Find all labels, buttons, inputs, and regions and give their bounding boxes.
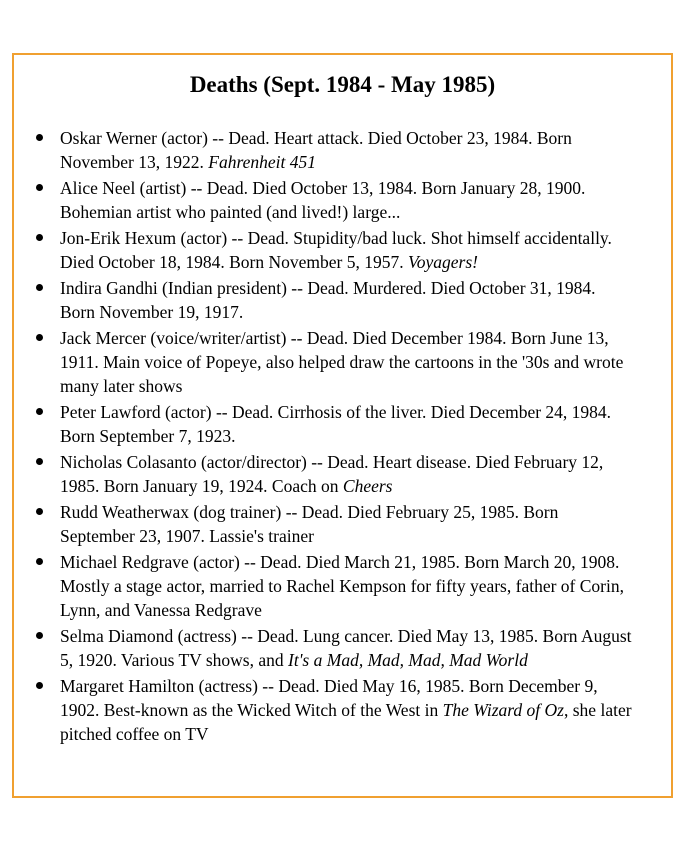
entry-title-italic: Voyagers! bbox=[408, 252, 478, 272]
list-item bbox=[14, 176, 634, 224]
bullet-icon bbox=[36, 558, 43, 565]
entry-text: Jon-Erik Hexum (actor) -- Dead. Stupidity/bad luck. Shot himself accidentally. Died October 18, 1984. Born November 5, 1957. bbox=[60, 228, 612, 272]
bullet-icon bbox=[36, 682, 43, 689]
bullet-icon bbox=[36, 284, 43, 291]
entry-text: Alice Neel (artist) -- Dead. Died October 13, 1984. Born January 28, 1900. Bohemian artist who painted (and lived!) large... bbox=[60, 178, 586, 222]
list-item bbox=[14, 326, 634, 398]
bullet-icon bbox=[36, 408, 43, 415]
entry-tail: , she later pitched coffee on TV bbox=[60, 700, 632, 744]
bullet-icon bbox=[36, 134, 43, 141]
list-item bbox=[14, 550, 634, 622]
entry-text: Jack Mercer (voice/writer/artist) -- Dead. Died December 1984. Born June 13, 1911. Main voice of Popeye, also helped draw the cartoons in the '30s and wrote many later shows bbox=[60, 328, 624, 396]
entry-title-italic: It's a Mad, Mad, Mad, Mad World bbox=[288, 650, 528, 670]
list-item bbox=[14, 226, 634, 274]
bullet-icon bbox=[36, 234, 43, 241]
entry-text: Margaret Hamilton (actress) -- Dead. Died May 16, 1985. Born December 9, 1902. Best-known as the Wicked Witch of the West in bbox=[60, 676, 598, 720]
entry-title-italic: Cheers bbox=[342, 476, 393, 496]
entry-title-italic: Fahrenheit 451 bbox=[208, 152, 316, 172]
list-item bbox=[14, 276, 634, 324]
entry-text: Rudd Weatherwax (dog trainer) -- Dead. Died February 25, 1985. Born September 23, 1907. Lassie's trainer bbox=[60, 502, 559, 546]
list-item bbox=[14, 500, 634, 548]
list-item bbox=[14, 126, 634, 174]
bullet-icon bbox=[36, 632, 43, 639]
list-item bbox=[14, 674, 634, 746]
list-item bbox=[14, 400, 634, 448]
entry-text: Oskar Werner (actor) -- Dead. Heart attack. Died October 23, 1984. Born November 13, 1922. bbox=[60, 128, 572, 172]
entry-text: Michael Redgrave (actor) -- Dead. Died March 21, 1985. Born March 20, 1908. Mostly a stage actor, married to Rachel Kempson for fifty years, father of Corin, Lynn, and Vanessa Redgrave bbox=[60, 552, 624, 620]
bullet-icon bbox=[36, 458, 43, 465]
entry-text: Indira Gandhi (Indian president) -- Dead. Murdered. Died October 31, 1984. Born November 19, 1917. bbox=[60, 278, 596, 322]
page-title: Deaths (Sept. 1984 - May 1985) bbox=[189, 72, 496, 97]
document-frame bbox=[12, 53, 673, 798]
list-item bbox=[14, 450, 634, 498]
entry-text: Selma Diamond (actress) -- Dead. Lung cancer. Died May 13, 1985. Born August 5, 1920. Various TV shows, and bbox=[60, 626, 632, 670]
bullet-icon bbox=[36, 334, 43, 341]
bullet-icon bbox=[36, 508, 43, 515]
entry-text: Peter Lawford (actor) -- Dead. Cirrhosis of the liver. Died December 24, 1984. Born September 7, 1923. bbox=[60, 402, 612, 446]
entry-title-italic: The Wizard of Oz bbox=[442, 700, 564, 720]
deaths-list bbox=[14, 126, 634, 748]
entry-text: Nicholas Colasanto (actor/director) -- Dead. Heart disease. Died February 12, 1985. Born January 19, 1924. Coach on bbox=[60, 452, 604, 496]
list-item bbox=[14, 624, 634, 672]
bullet-icon bbox=[36, 184, 43, 191]
